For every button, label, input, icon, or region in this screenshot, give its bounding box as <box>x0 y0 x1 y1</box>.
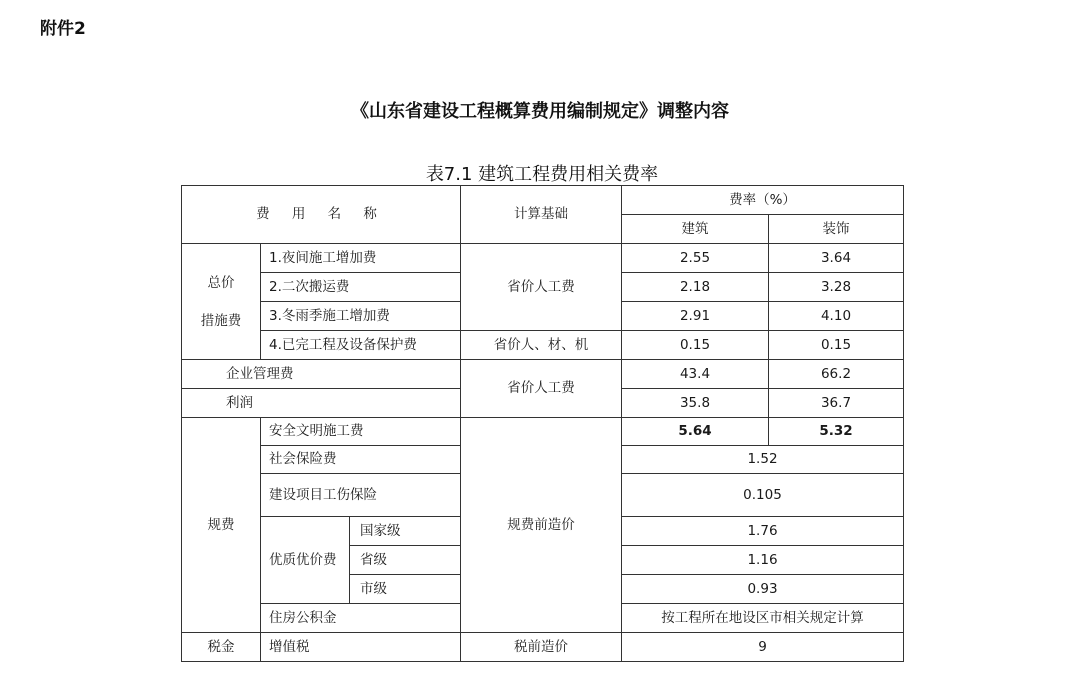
quality-level: 国家级 <box>350 517 461 546</box>
header-basis: 计算基础 <box>461 186 622 244</box>
quality-level: 市级 <box>350 575 461 604</box>
rate-building: 2.91 <box>622 302 769 331</box>
rate-building: 5.64 <box>622 418 769 446</box>
fee-rate-table <box>181 185 904 662</box>
rate-value: 按工程所在地设区市相关规定计算 <box>622 604 904 633</box>
measures-category: 总价 措施费 <box>182 244 261 360</box>
header-row <box>182 186 904 215</box>
table-row <box>182 244 904 273</box>
header-decoration: 装饰 <box>769 215 904 244</box>
fee-name: 住房公积金 <box>261 604 461 633</box>
measure-name: 4.已完工程及设备保护费 <box>261 331 461 360</box>
rate-building: 0.15 <box>622 331 769 360</box>
quality-fee-name: 优质优价费 <box>261 517 350 604</box>
rate-decoration: 0.15 <box>769 331 904 360</box>
rate-value: 1.16 <box>622 546 904 575</box>
quality-level: 省级 <box>350 546 461 575</box>
tax-basis: 税前造价 <box>461 633 622 662</box>
rate-value: 9 <box>622 633 904 662</box>
rate-decoration: 3.28 <box>769 273 904 302</box>
table-row <box>182 418 904 446</box>
fee-name: 安全文明施工费 <box>261 418 461 446</box>
measures-basis: 省价人工费 <box>461 244 622 331</box>
fee-name: 社会保险费 <box>261 446 461 474</box>
mgmt-profit-basis: 省价人工费 <box>461 360 622 418</box>
rate-value: 0.93 <box>622 575 904 604</box>
management-name: 企业管理费 <box>182 360 461 389</box>
rate-decoration: 3.64 <box>769 244 904 273</box>
table-title: 表7.1 建筑工程费用相关费率 <box>425 164 659 185</box>
document-title: 《山东省建设工程概算费用编制规定》调整内容 <box>351 101 729 122</box>
measure-name: 3.冬雨季施工增加费 <box>261 302 461 331</box>
tax-category: 税金 <box>182 633 261 662</box>
rate-decoration: 4.10 <box>769 302 904 331</box>
measure-name: 2.二次搬运费 <box>261 273 461 302</box>
fees-category: 规费 <box>182 418 261 633</box>
rate-decoration: 36.7 <box>769 389 904 418</box>
rate-decoration: 66.2 <box>769 360 904 389</box>
rate-building: 2.55 <box>622 244 769 273</box>
header-rate: 费率（%） <box>622 186 904 215</box>
table-row <box>182 633 904 662</box>
rate-building: 43.4 <box>622 360 769 389</box>
measures-basis-all: 省价人、材、机 <box>461 331 622 360</box>
header-fee-name: 费 用 名 称 <box>182 186 461 244</box>
rate-value: 1.76 <box>622 517 904 546</box>
profit-name: 利润 <box>182 389 461 418</box>
rate-value: 1.52 <box>622 446 904 474</box>
measure-name: 1.夜间施工增加费 <box>261 244 461 273</box>
table-row <box>182 360 904 389</box>
rate-building: 35.8 <box>622 389 769 418</box>
rate-decoration: 5.32 <box>769 418 904 446</box>
fee-name: 建设项目工伤保险 <box>261 474 461 517</box>
header-building: 建筑 <box>622 215 769 244</box>
rate-value: 0.105 <box>622 474 904 517</box>
fees-basis: 规费前造价 <box>461 418 622 633</box>
table-row <box>182 331 904 360</box>
attachment-label: 附件2 <box>40 19 86 39</box>
rate-building: 2.18 <box>622 273 769 302</box>
tax-name: 增值税 <box>261 633 461 662</box>
